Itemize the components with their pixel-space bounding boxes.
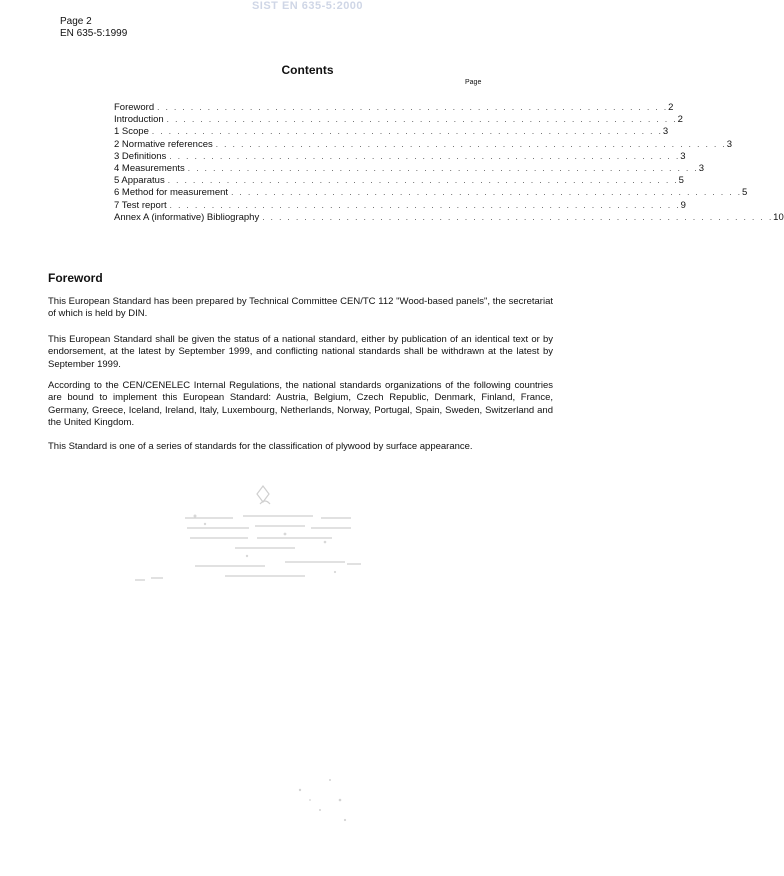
faded-stamp-imprint — [135, 480, 375, 590]
toc-leader-dots: . . . . . . . . . . . . . . . . . . . . . . . . . . . . . . . . . . . . . . . . . . . . . . . . . . . . . . . . . . . . . — [157, 103, 669, 112]
toc-leader-dots: . . . . . . . . . . . . . . . . . . . . . . . . . . . . . . . . . . . . . . . . . . . . . . . . . . . . . . . . . . . . . — [262, 212, 774, 222]
toc-entry-label: Foreword — [114, 102, 155, 113]
toc-entry-label: 4 Measurements — [114, 162, 185, 174]
toc-entry[interactable] — [114, 199, 686, 212]
toc-entry-label: 5 Apparatus — [114, 175, 165, 187]
toc-entry-page: 2 — [677, 114, 683, 126]
toc-entry[interactable] — [114, 102, 674, 114]
toc-entry-label: 1 Scope — [114, 126, 149, 138]
toc-entry-page: 2 — [668, 102, 674, 113]
toc-leader-dots: . . . . . . . . . . . . . . . . . . . . . . . . . . . . . . . . . . . . . . . . . . . . . . . . . . . . . . . . . . . . . — [169, 151, 681, 161]
page-number: Page 2 — [60, 16, 92, 27]
foreword-paragraph: This European Standard has been prepared by Technical Committee CEN/TC 112 "Wood-based panels", the secretariat of which is held by DIN. — [48, 296, 553, 320]
watermark-text: SIST EN 635-5:2000 — [251, 0, 364, 12]
toc-entry-label: 7 Test report — [114, 199, 167, 211]
foreword-paragraph: This Standard is one of a series of standards for the classification of plywood by surface appearance. — [48, 441, 473, 452]
page-column-label: Page — [465, 79, 482, 86]
toc-entry-page: 3 — [726, 138, 732, 150]
toc-entry[interactable] — [114, 187, 748, 199]
toc-entry[interactable] — [114, 126, 669, 138]
toc-entry-page: 3 — [680, 150, 686, 162]
toc-entry-page: 9 — [680, 199, 686, 211]
toc-entry-page: 5 — [678, 175, 684, 187]
toc-entry[interactable] — [114, 211, 784, 224]
toc-leader-dots: . . . . . . . . . . . . . . . . . . . . . . . . . . . . . . . . . . . . . . . . . . . . . . . . . . . . . . . . . . . . . — [167, 176, 679, 186]
toc-entry-page: 3 — [662, 126, 669, 138]
toc-entry-page: 3 — [698, 162, 705, 174]
toc-entry-label: 2 Normative references — [114, 138, 213, 150]
toc-leader-dots: . . . . . . . . . . . . . . . . . . . . . . . . . . . . . . . . . . . . . . . . . . . . . . . . . . . . . . . . . . . . . — [231, 188, 743, 198]
foreword-paragraph: According to the CEN/CENELEC Internal Regulations, the national standards organizations of the following countries are bound to implement this European Standard: Austria, Belgium, Czech Republic, Denmark, Finland, France, Germany, Greece, Iceland, Ireland, Italy, Luxembourg, Netherlands, Norway, Portugal, Spain, Sweden, Switzerland and the United Kingdom. — [48, 380, 553, 429]
toc-entry[interactable] — [114, 175, 684, 187]
table-of-contents — [114, 102, 784, 224]
toc-entry-label: Annex A (informative) Bibliography — [114, 211, 260, 223]
toc-entry[interactable] — [114, 114, 683, 126]
foreword-paragraph: This European Standard shall be given the status of a national standard, either by publication of an identical text or by endorsement, at the latest by September 1999, and conflicting national standards shall be withdrawn at the latest by September 1999. — [48, 334, 553, 370]
toc-entry[interactable] — [114, 138, 732, 151]
document-reference: EN 635-5:1999 — [60, 28, 128, 39]
toc-entry-label: 6 Method for measurement — [114, 187, 229, 199]
foreword-heading: Foreword — [48, 271, 103, 285]
toc-leader-dots: . . . . . . . . . . . . . . . . . . . . . . . . . . . . . . . . . . . . . . . . . . . . . . . . . . . . . . . . . . . . . — [151, 127, 663, 137]
toc-entry-page: 5 — [742, 187, 748, 199]
toc-leader-dots: . . . . . . . . . . . . . . . . . . . . . . . . . . . . . . . . . . . . . . . . . . . . . . . . . . . . . . . . . . . . . — [187, 163, 699, 173]
toc-entry-label: Introduction — [114, 114, 164, 126]
contents-title: Contents — [281, 63, 334, 77]
toc-leader-dots: . . . . . . . . . . . . . . . . . . . . . . . . . . . . . . . . . . . . . . . . . . . . . . . . . . . . . . . . . . . . . — [169, 200, 681, 210]
scan-specks — [280, 770, 360, 830]
page-header — [60, 16, 127, 40]
toc-leader-dots: . . . . . . . . . . . . . . . . . . . . . . . . . . . . . . . . . . . . . . . . . . . . . . . . . . . . . . . . . . . . . — [215, 139, 727, 149]
toc-entry-page: 10 — [773, 211, 784, 223]
toc-entry[interactable] — [114, 162, 705, 175]
toc-entry[interactable] — [114, 150, 686, 163]
toc-entry-label: 3 Definitions — [114, 150, 167, 162]
toc-leader-dots: . . . . . . . . . . . . . . . . . . . . . . . . . . . . . . . . . . . . . . . . . . . . . . . . . . . . . . . . . . . . . — [166, 115, 678, 125]
